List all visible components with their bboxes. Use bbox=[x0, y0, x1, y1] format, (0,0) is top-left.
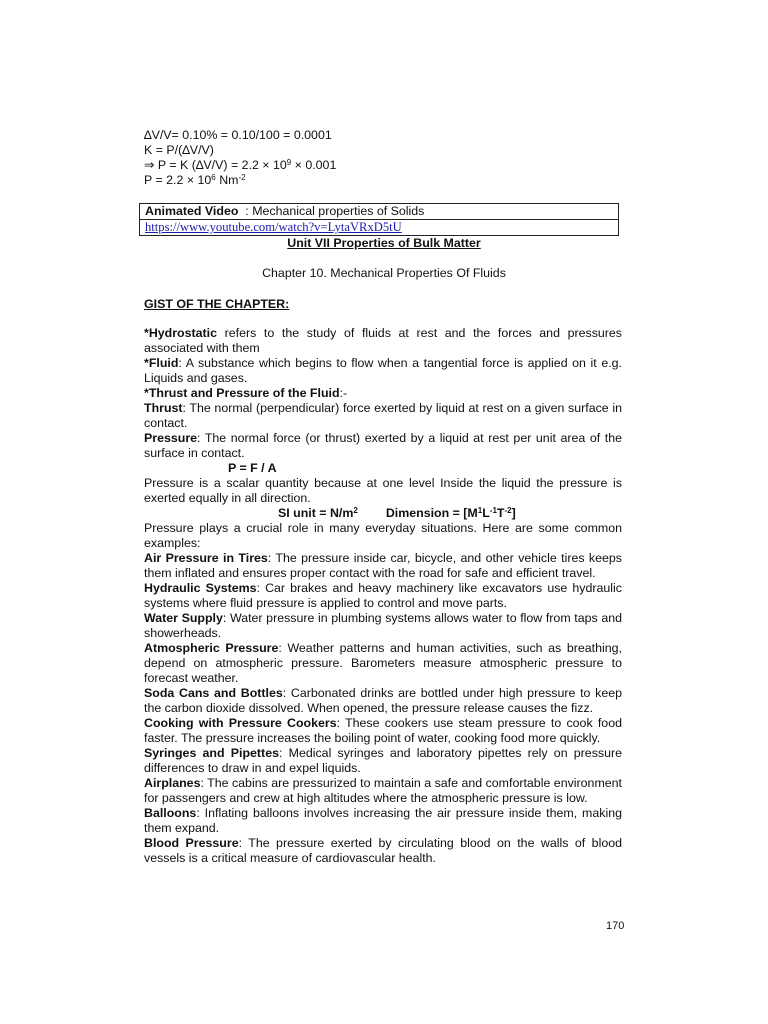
paragraph: *Thrust and Pressure of the Fluid:- bbox=[144, 386, 348, 400]
calculation-block bbox=[144, 128, 464, 188]
page-number: 170 bbox=[606, 920, 625, 932]
example-item: Hydraulic Systems: Car brakes and heavy machinery like excavators use hydraulic systems where fluid pressure is applied to control and move parts. bbox=[144, 581, 622, 610]
video-description: : Mechanical properties of Solids bbox=[238, 204, 425, 218]
unit-title: Unit VII Properties of Bulk Matter bbox=[287, 236, 481, 250]
example-item: Atmospheric Pressure: Weather patterns and human activities, such as breathing, depend on atmospheric pressure. Barometers measure atmospheric pressure to forecast weather. bbox=[144, 641, 622, 685]
paragraph: *Hydrostatic refers to the study of fluids at rest and the forces and pressures associated with them bbox=[144, 326, 622, 355]
paragraph: Thrust: The normal (perpendicular) force exerted by liquid at rest on a given surface in contact. bbox=[144, 401, 622, 430]
paragraph: Pressure plays a crucial role in many everyday situations. Here are some common examples: bbox=[144, 521, 622, 550]
paragraph: *Fluid: A substance which begins to flow when a tangential force is applied on it e.g. Liquids and gases. bbox=[144, 356, 622, 385]
example-item: Blood Pressure: The pressure exerted by circulating blood on the walls of blood vessels is a critical measure of cardiovascular health. bbox=[144, 836, 622, 865]
video-link-row bbox=[140, 220, 618, 235]
example-item: Airplanes: The cabins are pressurized to maintain a safe and comfortable environment for passengers and crew at high altitudes where the atmospheric pressure is low. bbox=[144, 776, 622, 805]
animated-video-box bbox=[139, 203, 619, 236]
si-unit-dimension: SI unit = $N/m^2$ Dimension = $[M^1L^{-1}T^{-2}]$ bbox=[278, 506, 516, 520]
calc-line: ⇒ P = K $(\Delta V/V) = 2.2 \times 10^9 \times 0.001$ bbox=[144, 158, 337, 172]
example-item: Cooking with Pressure Cookers: These cookers use steam pressure to cook food faster. The pressure increases the boiling point of water, cooking food more quickly. bbox=[144, 716, 622, 745]
example-item: Balloons: Inflating balloons involves increasing the air pressure inside them, making them expand. bbox=[144, 806, 622, 835]
gist-heading: GIST OF THE CHAPTER: bbox=[144, 297, 290, 311]
paragraph: Pressure: The normal force (or thrust) exerted by a liquid at rest per unit area of the surface in contact. bbox=[144, 431, 622, 460]
video-label-row bbox=[140, 204, 618, 220]
example-item: Syringes and Pipettes: Medical syringes and laboratory pipettes rely on pressure differences to draw in and expel liquids. bbox=[144, 746, 622, 775]
calc-line: ∆V/V= 0.10% = 0.10/100 = 0.0001 bbox=[144, 128, 332, 142]
example-item: Soda Cans and Bottles: Carbonated drinks are bottled under high pressure to keep the carbon dioxide dissolved. When opened, the pressure release causes the fizz. bbox=[144, 686, 622, 715]
example-item: Air Pressure in Tires: The pressure inside car, bicycle, and other vehicle tires keeps them inflated and ensures proper contact with the road for safe and efficient travel. bbox=[144, 551, 622, 580]
chapter-title: Chapter 10. Mechanical Properties Of Fluids bbox=[262, 266, 506, 280]
video-label: Animated Video bbox=[145, 204, 239, 218]
example-item: Water Supply: Water pressure in plumbing systems allows water to flow from taps and showerheads. bbox=[144, 611, 622, 640]
chapter-body bbox=[144, 326, 622, 866]
calc-line: $P = 2.2 \times 10^6$ $Nm^{-2}$ bbox=[144, 173, 246, 187]
pressure-formula: P = F / A bbox=[228, 461, 277, 475]
youtube-link[interactable]: https://www.youtube.com/watch?v=LytaVRxD5tU bbox=[145, 220, 402, 234]
calc-line: K = P/(∆V/V) bbox=[144, 143, 214, 157]
paragraph: Pressure is a scalar quantity because at one level Inside the liquid the pressure is exerted equally in all direction. bbox=[144, 476, 622, 505]
